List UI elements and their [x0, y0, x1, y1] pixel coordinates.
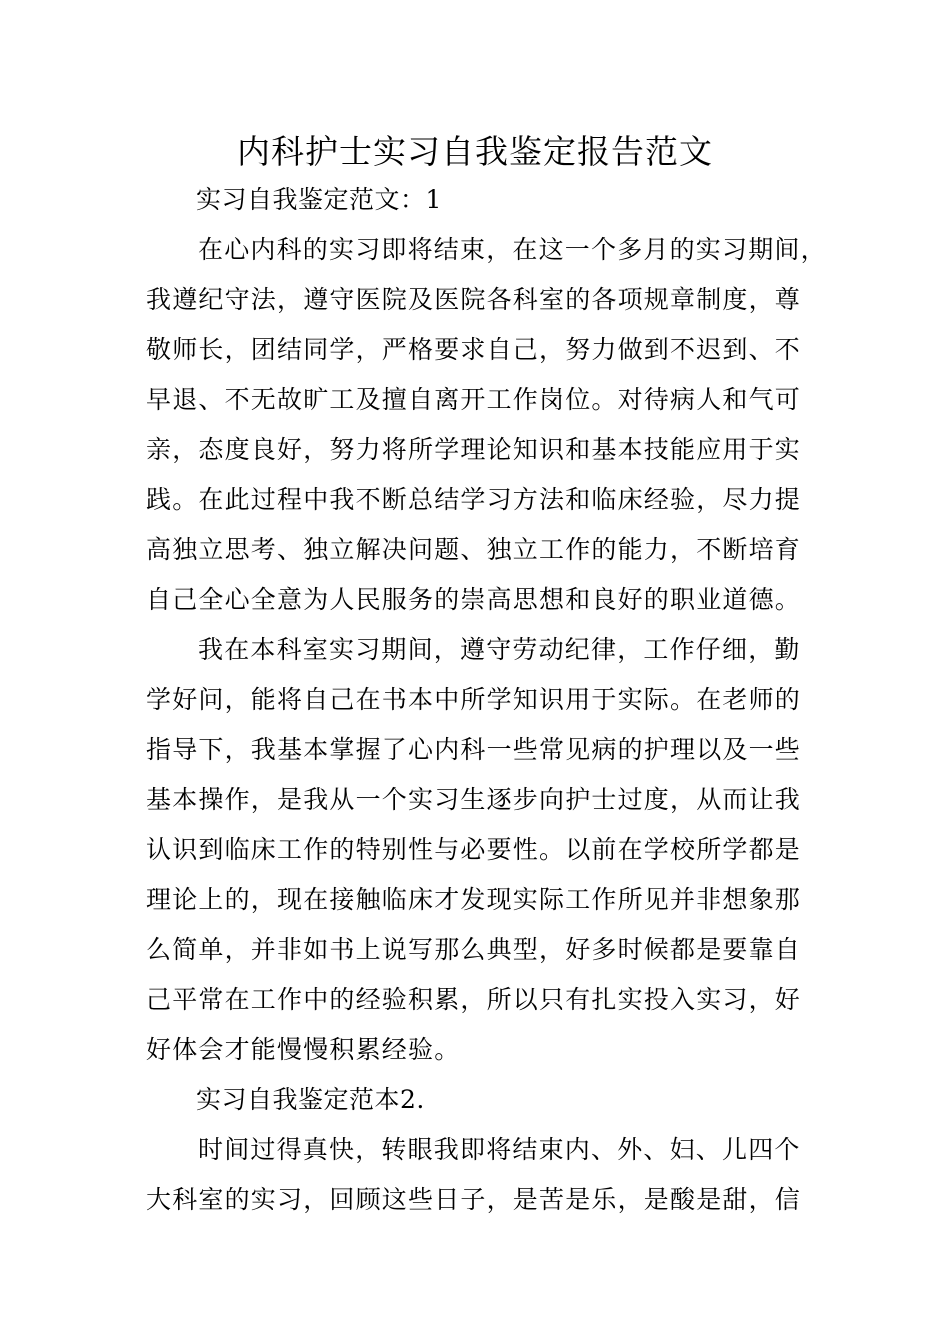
paragraph-1-line-5: 亲，态度良好，努力将所学理论知识和基本技能应用于实: [146, 435, 802, 464]
paragraph-2-line-5: 认识到临床工作的特别性与必要性。以前在学校所学都是: [146, 835, 802, 864]
paragraph-1-line-4: 早退、不无故旷工及擅自离开工作岗位。对待病人和气可: [146, 385, 802, 414]
paragraph-2-line-2: 学好问，能将自己在书本中所学知识用于实际。在老师的: [146, 685, 802, 714]
paragraph-1-line-6: 践。在此过程中我不断总结学习方法和临床经验，尽力提: [146, 485, 802, 514]
paragraph-1-line-3: 敬师长，团结同学，严格要求自己，努力做到不迟到、不: [146, 335, 802, 364]
paragraph-2-line-6: 理论上的，现在接触临床才发现实际工作所见并非想象那: [146, 885, 802, 914]
paragraph-2-line-8: 己平常在工作中的经验积累，所以只有扎实投入实习，好: [146, 985, 802, 1014]
paragraph-2-line-9: 好体会才能慢慢积累经验。: [146, 1035, 461, 1064]
paragraph-3-line-2: 大科室的实习，回顾这些日子，是苦是乐，是酸是甜，信: [146, 1185, 802, 1214]
paragraph-2-line-3: 指导下，我基本掌握了心内科一些常见病的护理以及一些: [146, 735, 802, 764]
document-title: 内科护士实习自我鉴定报告范文: [237, 132, 713, 171]
section-heading-2: 实习自我鉴定范本2.: [196, 1085, 425, 1114]
paragraph-2-line-7: 么简单，并非如书上说写那么典型，好多时候都是要靠自: [146, 935, 802, 964]
paragraph-1-line-8: 自己全心全意为人民服务的崇高思想和良好的职业道德。: [146, 585, 802, 614]
paragraph-2-line-1: 我在本科室实习期间，遵守劳动纪律，工作仔细，勤: [198, 635, 801, 664]
paragraph-1-line-2: 我遵纪守法，遵守医院及医院各科室的各项规章制度，尊: [146, 285, 802, 314]
paragraph-2-line-4: 基本操作，是我从一个实习生逐步向护士过度，从而让我: [146, 785, 802, 814]
section-heading-1: 实习自我鉴定范文：1: [196, 185, 442, 214]
paragraph-1-line-7: 高独立思考、独立解决问题、独立工作的能力，不断培育: [146, 535, 802, 564]
paragraph-1-line-1: 在心内科的实习即将结束，在这一个多月的实习期间，: [198, 235, 827, 264]
paragraph-3-line-1: 时间过得真快，转眼我即将结束内、外、妇、儿四个: [198, 1135, 801, 1164]
